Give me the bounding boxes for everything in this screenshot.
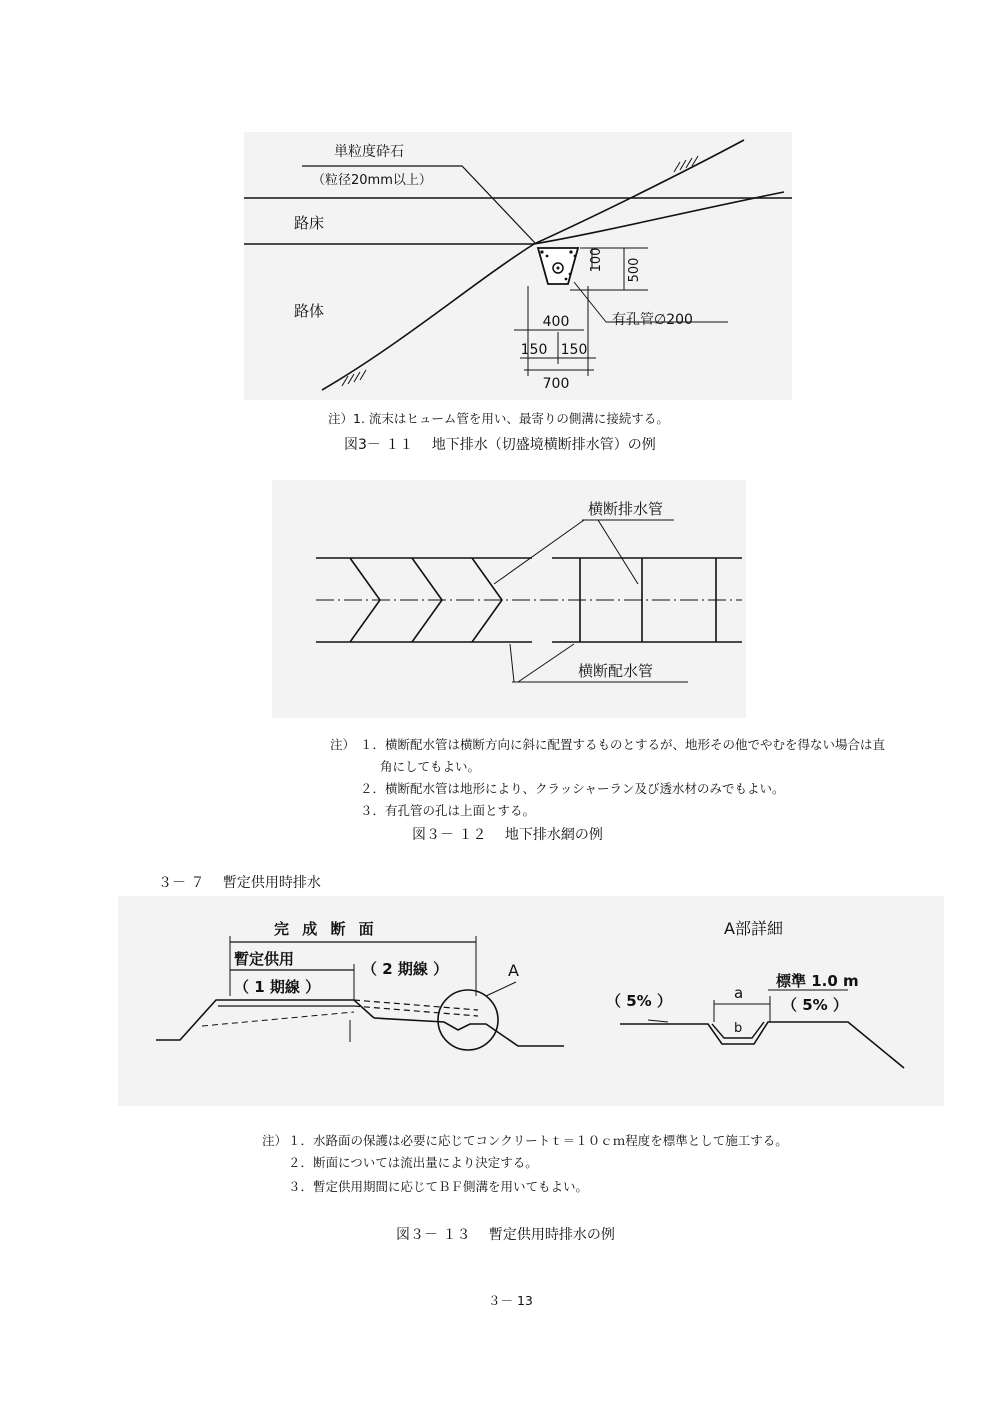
label-slope-left: （ 5% ） (606, 992, 672, 1010)
fig12-note-prefix: 注） (330, 737, 356, 752)
dim-500: 500 (627, 257, 642, 283)
label-phase-1: （ 1 期線 ） (234, 978, 321, 996)
page-number: ３－ 13 (488, 1293, 533, 1308)
label-provisional-use: 暫定供用 (234, 950, 295, 968)
label-subgrade: 路床 (294, 214, 325, 232)
figure-3-12 (272, 480, 746, 718)
fig12-note-2: ２．横断配水管は地形により、クラッシャーラン及び透水材のみでもよい。 (360, 781, 785, 796)
fig12-note-1b: 角にしてもよい。 (380, 759, 481, 774)
fig13-note-2: ２．断面については流出量により決定する。 (288, 1155, 538, 1170)
dim-100: 100 (589, 247, 604, 273)
label-standard-width: 標準 1.0 m (776, 972, 859, 990)
dim-150-left: 150 (520, 342, 548, 358)
label-cross-drain-pipe: 横断排水管 (588, 500, 664, 518)
fig13-note-3: ３．暫定供用期間に応じてＢＦ側溝を用いてもよい。 (288, 1179, 589, 1194)
figure-3-11 (244, 132, 792, 400)
label-crushed-stone: 単粒度砕石 (334, 144, 404, 160)
fig13-caption: 図３－ １３ 暫定供用時排水の例 (396, 1227, 615, 1243)
label-pipe: 有孔管∅200 (612, 312, 693, 328)
label-road-body: 路体 (294, 302, 325, 320)
figure-3-13 (118, 896, 944, 1106)
label-dim-a: a (734, 984, 744, 1002)
pipe-center (557, 267, 560, 270)
label-grain-size: （粒径20mm以上） (312, 173, 432, 188)
label-complete-section: 完 成 断 面 (274, 920, 378, 938)
dim-150-right: 150 (560, 342, 588, 358)
label-phase-2: （ 2 期線 ） (362, 960, 449, 978)
fig12-note-3: ３．有孔管の孔は上面とする。 (360, 803, 536, 818)
dim-400: 400 (542, 314, 570, 330)
section-heading: ３－ ７ 暫定供用時排水 (158, 875, 321, 891)
fig13-note-1: １．水路面の保護は必要に応じてコンクリートｔ＝１０ｃｍ程度を標準として施工する。 (288, 1133, 788, 1148)
fig11-note: 注）1. 流末はヒューム管を用い、最寄りの側溝に接続する。 (328, 411, 669, 426)
fig13-note-prefix: 注） (262, 1133, 288, 1148)
fig12-note-1a: １．横断配水管は横断方向に斜に配置するものとするが、地形その他でやむを得ない場合は直 (360, 737, 886, 752)
label-dim-b: b (734, 1021, 743, 1036)
fig11-caption: 図3－ １１ 地下排水（切盛境横断排水管）の例 (344, 437, 656, 453)
label-cross-distribution-pipe: 横断配水管 (578, 662, 654, 680)
fig12-caption: 図３－ １２ 地下排水網の例 (412, 827, 603, 843)
label-a: A (508, 961, 519, 980)
dim-700: 700 (542, 376, 570, 392)
label-detail-a: A部詳細 (724, 919, 783, 938)
label-slope-right: （ 5% ） (782, 996, 848, 1014)
